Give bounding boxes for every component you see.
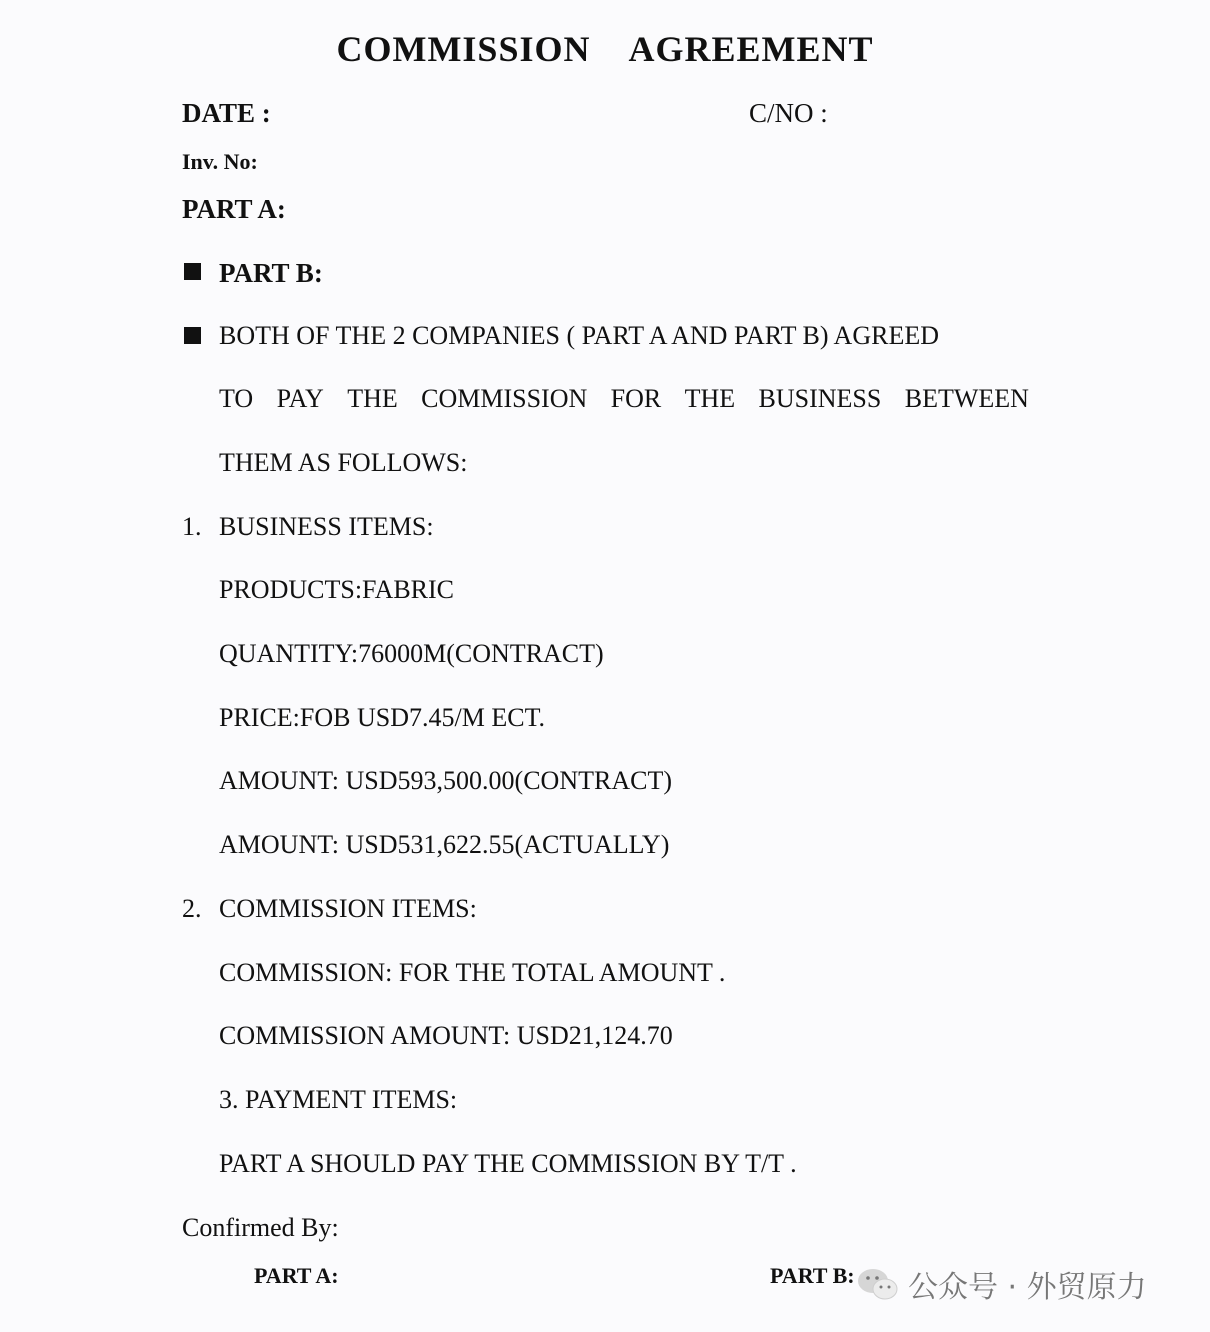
signature-part-b-label: PART B: — [770, 1263, 855, 1288]
agreement-word: THE — [347, 384, 398, 413]
confirmed-by-label: Confirmed By: — [182, 1213, 339, 1242]
watermark — [856, 1262, 1147, 1306]
quantity-line: QUANTITY:76000M(CONTRACT) — [219, 639, 604, 668]
agreement-line-2 — [219, 384, 1029, 414]
payment-line: PART A SHOULD PAY THE COMMISSION BY T/T . — [219, 1149, 797, 1178]
agreement-line-3: THEM AS FOLLOWS: — [219, 448, 468, 477]
date-label: DATE : — [182, 98, 271, 128]
section-1-title: BUSINESS ITEMS: — [219, 512, 434, 541]
wechat-icon — [856, 1266, 900, 1302]
agreement-word: FOR — [610, 384, 662, 413]
title-word-agreement: AGREEMENT — [628, 29, 874, 69]
invoice-number-label: Inv. No: — [182, 149, 258, 174]
agreement-word: COMMISSION — [421, 384, 588, 413]
agreement-word: BETWEEN — [904, 384, 1029, 413]
part-b-label: PART B: — [219, 258, 323, 288]
bullet-square-icon — [184, 263, 201, 280]
commission-amount-line: COMMISSION AMOUNT: USD21,124.70 — [219, 1021, 673, 1050]
section-2-title: COMMISSION ITEMS: — [219, 894, 477, 923]
contract-number-label: C/NO : — [749, 98, 828, 128]
document-title — [0, 28, 1210, 70]
products-line: PRODUCTS:FABRIC — [219, 575, 455, 604]
part-a-label: PART A: — [182, 194, 286, 224]
section-3-title: 3. PAYMENT ITEMS: — [219, 1085, 458, 1114]
bullet-square-icon — [184, 327, 201, 344]
commission-line: COMMISSION: FOR THE TOTAL AMOUNT . — [219, 958, 726, 987]
agreement-word: TO — [219, 384, 254, 413]
agreement-line-1: BOTH OF THE 2 COMPANIES ( PART A AND PART B) AGREED — [219, 321, 939, 350]
amount-actual-line: AMOUNT: USD531,622.55(ACTUALLY) — [219, 830, 670, 859]
watermark-text: 公众号 · 外贸原力 — [908, 1270, 1147, 1305]
section-2-number: 2. — [182, 894, 202, 923]
agreement-word: BUSINESS — [758, 384, 882, 413]
agreement-word: THE — [684, 384, 736, 413]
price-line: PRICE:FOB USD7.45/M ECT. — [219, 703, 546, 732]
title-word-commission: COMMISSION — [336, 29, 591, 69]
amount-contract-line: AMOUNT: USD593,500.00(CONTRACT) — [219, 766, 672, 795]
section-1-number: 1. — [182, 512, 202, 541]
agreement-word: PAY — [276, 384, 324, 413]
signature-part-a-label: PART A: — [254, 1263, 339, 1288]
